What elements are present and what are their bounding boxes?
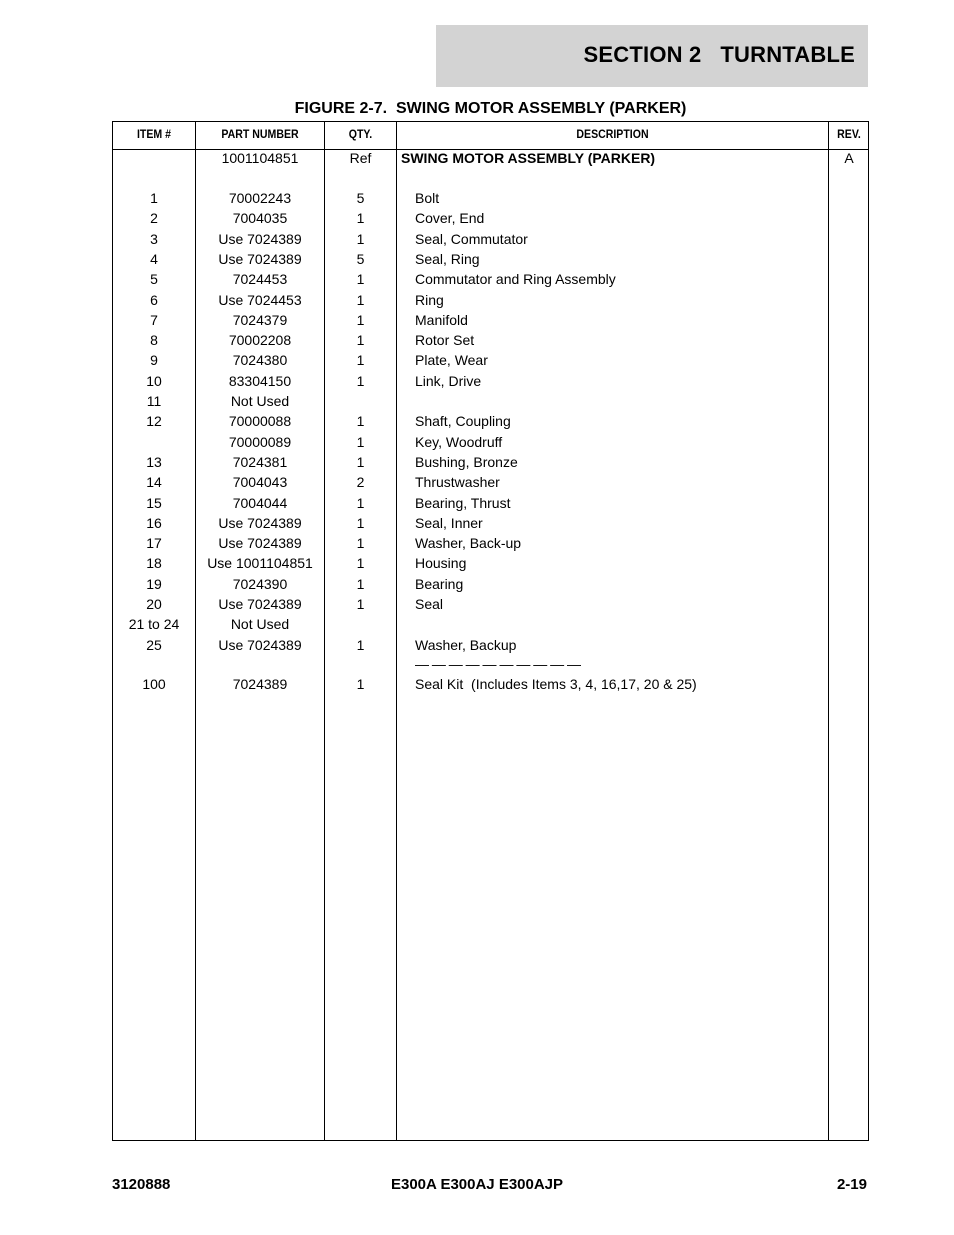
part-number: Use 7024389 [218,535,302,552]
table-row [113,229,868,249]
quantity: 1 [356,433,365,450]
parts-table [112,121,869,1141]
item-number: 19 [146,575,162,592]
table-row [113,553,868,573]
table-row [113,188,868,208]
table-row [113,614,868,634]
item-number: 21 to 24 [128,616,180,633]
section-title: SECTION 2 TURNTABLE [583,42,855,67]
revision: A [844,150,854,166]
description: Housing [415,555,467,572]
table-row [113,269,868,289]
part-number: Use 1001104851 [207,555,313,572]
column-header-part-number: PART NUMBER [221,127,299,141]
part-number: 7024389 [232,676,288,692]
description: Bushing, Bronze [415,453,518,470]
page-number: 2-19 [836,1176,867,1193]
item-number: 12 [146,413,162,430]
quantity: 1 [356,514,365,531]
table-row [113,391,868,411]
part-number: Not Used [230,616,290,633]
quantity: 1 [356,555,365,572]
column-header-description: DESCRIPTION [576,127,649,141]
description: Washer, Back-up [415,535,522,552]
description: Seal, Ring [415,250,480,267]
quantity: Ref [349,150,372,166]
table-row [113,513,868,533]
table-row [113,350,868,370]
part-number: 7024390 [232,575,288,592]
description: SWING MOTOR ASSEMBLY (PARKER) [401,150,656,166]
description: Shaft, Coupling [415,413,511,430]
part-number: Use 7024389 [218,250,302,267]
description: Seal, Inner [415,514,483,531]
item-number: 2 [150,210,158,227]
kit-row [113,674,868,694]
description: Seal, Commutator [415,230,528,247]
quantity: 2 [356,474,365,491]
item-number: 5 [150,271,158,288]
description: Manifold [415,311,468,328]
part-number: 7004043 [232,474,288,491]
item-number: 25 [146,636,162,653]
quantity: 1 [356,636,365,653]
part-number: 7004044 [232,494,288,511]
part-number: Use 7024453 [218,291,302,308]
quantity: 5 [356,250,365,267]
quantity: 1 [356,372,365,389]
quantity: 1 [356,453,365,470]
item-number: 9 [150,352,158,369]
part-number: 70000088 [228,413,292,430]
table-row [113,330,868,350]
part-number: 1001104851 [221,150,299,166]
quantity: 1 [356,230,365,247]
part-number: 7004035 [232,210,288,227]
part-number: 7024379 [232,311,288,328]
part-number: 70002208 [228,332,292,349]
table-row [113,290,868,310]
table-row [113,249,868,269]
description: Thrustwasher [415,474,500,491]
table-row [113,635,868,655]
quantity: 1 [356,494,365,511]
table-row [113,574,868,594]
item-number: 15 [146,494,162,511]
quantity: 5 [356,190,365,206]
item-number: 13 [146,453,162,470]
description: Seal [415,596,444,612]
item-number: 16 [146,514,162,531]
table-row [113,472,868,492]
description: Commutator and Ring Assembly [415,271,616,288]
description: Ring [415,291,444,308]
item-number: 3 [150,230,158,247]
description: Bearing, Thrust [415,494,511,511]
column-header-qty: QTY. [348,127,373,141]
description: Cover, End [415,210,485,227]
table-row [113,411,868,431]
section-banner [436,25,868,87]
quantity: 1 [356,332,365,349]
separator-line: — — — — — — — — — — [415,656,581,672]
part-number: Use 7024389 [218,636,302,653]
quantity: 1 [356,575,365,592]
column-header-rev: REV. [837,127,861,141]
separator-row [113,654,868,674]
table-row [113,493,868,513]
item-number: 1 [150,190,158,206]
description: Rotor Set [415,332,475,349]
table-row [113,371,868,391]
item-number: 18 [146,555,162,572]
table-row [113,594,868,614]
assembly-row [113,148,868,168]
part-number: 70000089 [228,433,292,450]
part-number: Use 7024389 [218,230,302,247]
item-number: 4 [150,250,158,267]
quantity: 1 [356,291,365,308]
quantity: 1 [356,596,365,612]
description: Key, Woodruff [415,433,503,450]
description: Seal Kit (Includes Items 3, 4, 16,17, 20 & 25) [415,676,697,692]
figure-title: FIGURE 2-7. SWING MOTOR ASSEMBLY (PARKER) [294,100,687,117]
item-number: 6 [150,291,158,308]
part-number: Use 7024389 [218,514,302,531]
quantity: 1 [356,271,365,288]
item-number: 8 [150,332,158,349]
quantity: 1 [356,352,365,369]
part-number: 83304150 [228,372,292,389]
table-row [113,310,868,330]
quantity: 1 [356,210,365,227]
part-number: 70002243 [228,190,292,206]
description: Bolt [415,190,440,206]
column-header-item: ITEM # [136,127,172,141]
item-number: 100 [142,676,166,692]
table-row [113,533,868,553]
item-number: 11 [146,393,162,409]
part-number: 7024381 [232,453,288,470]
model-numbers: E300A E300AJ E300AJP [390,1176,564,1193]
item-number: 14 [146,474,162,491]
description: Bearing [415,575,464,592]
quantity: 1 [356,676,365,692]
table-row [113,208,868,228]
item-number: 17 [146,535,162,552]
part-number: 7024453 [232,271,288,288]
item-number: 7 [150,311,158,328]
quantity: 1 [356,535,365,552]
description: Plate, Wear [415,352,488,369]
quantity: 1 [356,413,365,430]
quantity: 1 [356,311,365,328]
document-number: 3120888 [112,1176,171,1193]
item-number: 20 [146,596,162,612]
part-number: Use 7024389 [218,596,302,612]
item-number: 10 [146,372,162,389]
description: Link, Drive [415,372,482,389]
part-number: Not Used [230,393,290,409]
description: Washer, Backup [415,636,517,653]
part-number: 7024380 [232,352,288,369]
table-row [113,432,868,452]
table-row [113,452,868,472]
